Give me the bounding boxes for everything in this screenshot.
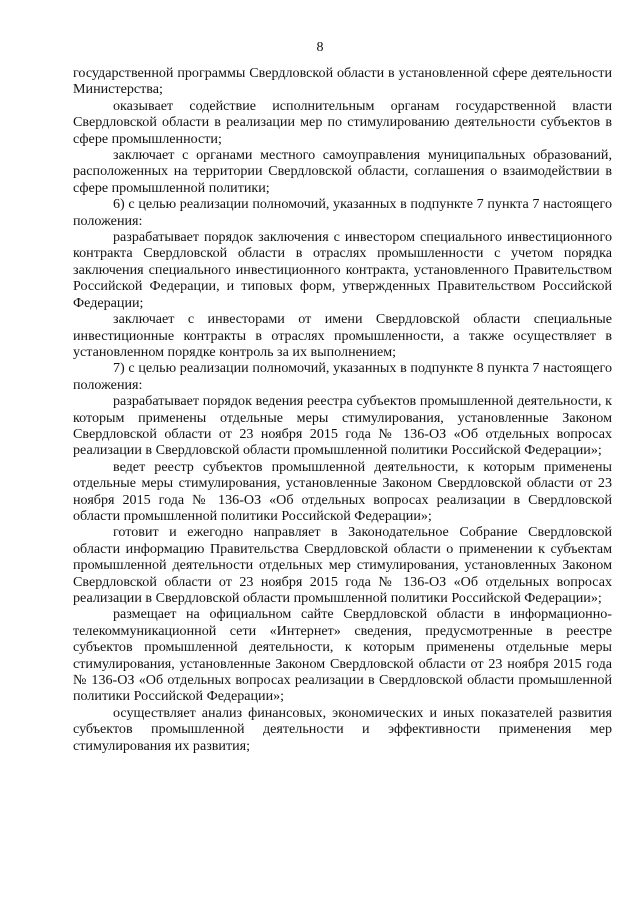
paragraph: государственной программы Свердловской области в установленной сфере деятельности Министерства; [73, 65, 612, 98]
paragraph: заключает с органами местного самоуправления муниципальных образований, расположенных на территории Свердловской области, соглашения о взаимодействии в сфере промышленной политики; [73, 147, 612, 196]
paragraph: разрабатывает порядок ведения реестра субъектов промышленной деятельности, к которым применены отдельные меры стимулирования, установленные Законом Свердловской области от 23 ноября 2015 года № 136-ОЗ «Об отдельных вопросах реализации в Свердловской области промышленной политики Российской Федерации»; [73, 393, 612, 459]
page-number: 8 [316, 40, 324, 55]
paragraph: разрабатывает порядок заключения с инвестором специального инвестиционного контракта Свердловской области в отраслях промышленности с учетом порядка заключения специального инвестиционного контракта, установленного Правительством Российской Федерации, и типовых форм, утвержденных Правительством Российской Федерации; [73, 229, 612, 311]
document-body [73, 65, 612, 754]
paragraph: 7) с целью реализации полномочий, указанных в подпункте 8 пункта 7 настоящего положения: [73, 360, 612, 393]
paragraph: 6) с целью реализации полномочий, указанных в подпункте 7 пункта 7 настоящего положения: [73, 196, 612, 229]
paragraph: ведет реестр субъектов промышленной деятельности, к которым применены отдельные меры стимулирования, установленные Законом Свердловской области от 23 ноября 2015 года № 136-ОЗ «Об отдельных вопросах реализации в Свердловской области промышленной политики Российской Федерации»; [73, 458, 612, 524]
paragraph: готовит и ежегодно направляет в Законодательное Собрание Свердловской области информацию Правительства Свердловской области о применении к субъектам промышленной деятельности отдельных мер стимулирования, установленных Законом Свердловской области от 23 ноября 2015 года № 136-ОЗ «Об отдельных вопросах реализации в Свердловской области промышленной политики Российской Федерации»; [73, 524, 612, 606]
paragraph: осуществляет анализ финансовых, экономических и иных показателей развития субъектов промышленной деятельности и эффективности применения мер стимулирования их развития; [73, 704, 612, 754]
paragraph: заключает с инвесторами от имени Свердловской области специальные инвестиционные контракты в отраслях промышленности, а также осуществляет в установленном порядке контроль за их выполнением; [73, 311, 612, 360]
paragraph: оказывает содействие исполнительным органам государственной власти Свердловской области в реализации мер по стимулированию деятельности субъектов в сфере промышленности; [73, 97, 612, 147]
paragraph: размещает на официальном сайте Свердловской области в информационно-телекоммуникационной сети «Интернет» сведения, предусмотренные в реестре субъектов промышленной деятельности, к которым применены отдельные меры стимулирования, установленные Законом Свердловской области от 23 ноября 2015 года № 136-ОЗ «Об отдельных вопросах реализации в Свердловской области промышленной политики Российской Федерации»; [73, 606, 612, 705]
